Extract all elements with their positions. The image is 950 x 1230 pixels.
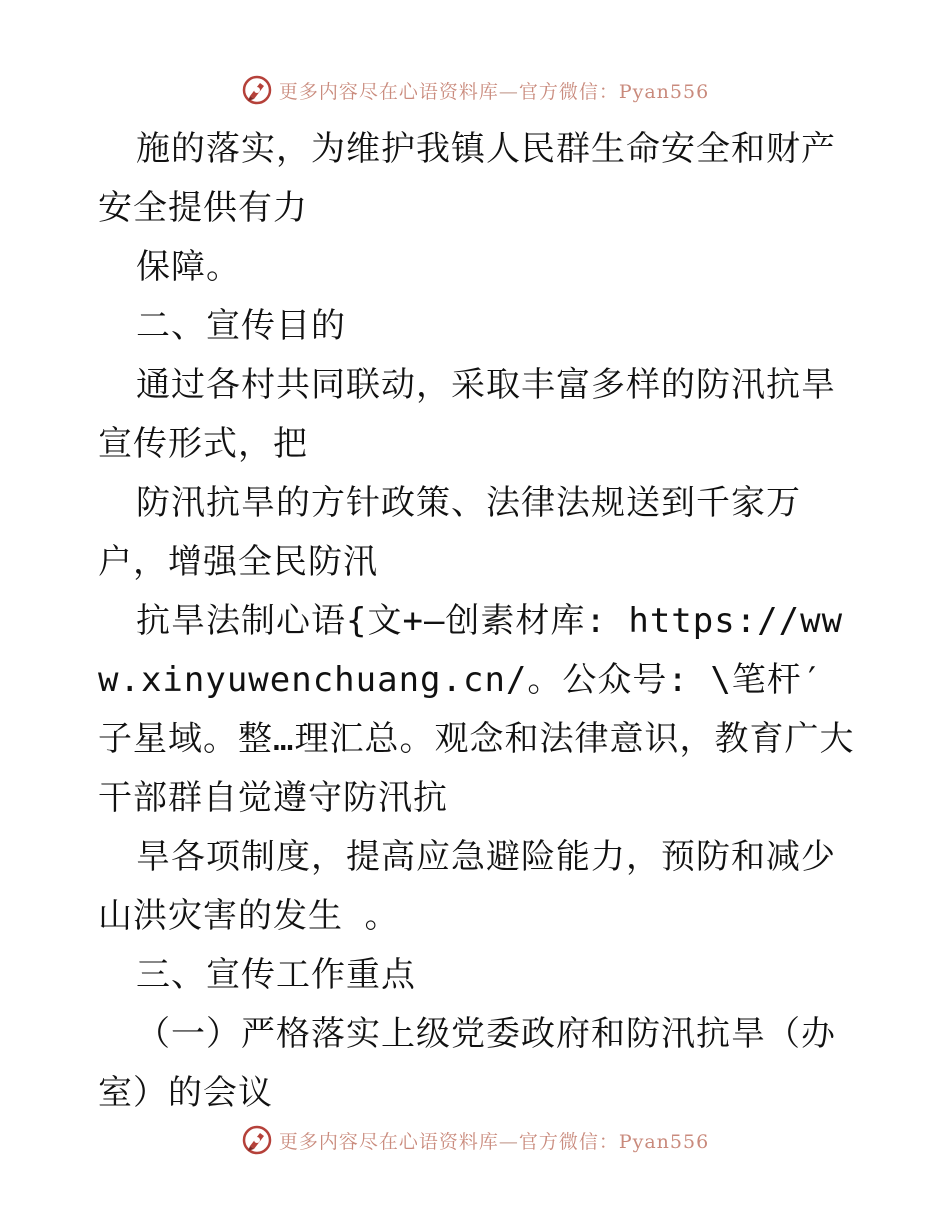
paragraph: 施的落实，为维护我镇人民群生命安全和财产安全提供有力 xyxy=(98,129,836,228)
paragraph: 旱各项制度，提高应急避险能力，预防和减少山洪灾害的发生 。 xyxy=(98,837,836,936)
watermark-text: 更多内容尽在心语资料库 xyxy=(278,1130,499,1153)
footer-watermark xyxy=(0,1120,950,1160)
watermark-text: 更多内容尽在心语资料库 xyxy=(278,80,499,103)
paragraph: 防汛抗旱的方针政策、法律法规送到千家万户，增强全民防汛 xyxy=(98,483,801,582)
section-heading: 三、宣传工作重点 xyxy=(136,955,416,995)
watermark-separator: — xyxy=(498,1130,519,1153)
paragraph: （一）严格落实上级党委政府和防汛抗旱（办室）的会议 xyxy=(98,1014,836,1113)
section-heading: 二、宣传目的 xyxy=(136,306,346,346)
document-body xyxy=(98,120,858,1123)
paragraph: 抗旱法制心语{文+—创素材库: https://www.xinyuwenchuang.cn/。公众号: \笔杆′子星域。整…理汇总。观念和法律意识，教育广大干部群自觉遵守防汛抗 xyxy=(98,601,855,818)
paragraph: 保障。 xyxy=(136,247,241,287)
header-watermark xyxy=(0,70,950,110)
paragraph: 通过各村共同联动，采取丰富多样的防汛抗旱宣传形式，把 xyxy=(98,365,836,464)
pen-logo-icon xyxy=(241,74,273,106)
watermark-contact: 官方微信：Pyan556 xyxy=(518,1130,710,1153)
watermark-separator: — xyxy=(498,80,519,103)
pen-logo-icon xyxy=(241,1124,273,1156)
watermark-contact: 官方微信：Pyan556 xyxy=(518,80,710,103)
